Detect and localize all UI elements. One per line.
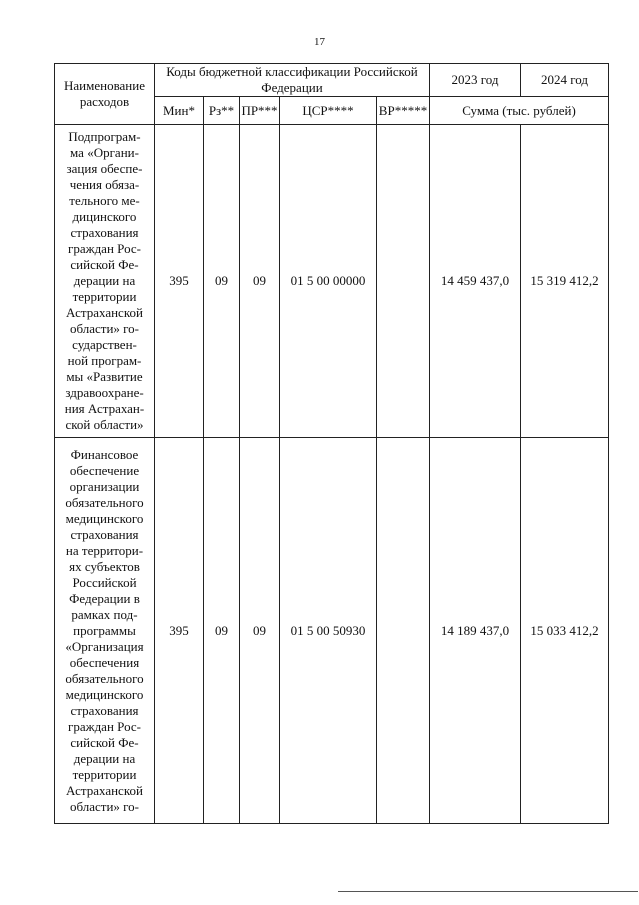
row-csr-cell: 01 5 00 50930 xyxy=(280,438,377,824)
row-name-line: чения обяза- xyxy=(69,177,140,192)
row-name-line: граждан Рос- xyxy=(67,241,141,256)
row-name-line: дерации на xyxy=(73,750,136,766)
row-csr-cell: 01 5 00 00000 xyxy=(280,125,377,438)
row-name-cell xyxy=(55,125,155,438)
table-row xyxy=(55,125,609,438)
row-sum-2023-cell: 14 189 437,0 xyxy=(430,438,521,824)
page-number: 17 xyxy=(314,36,325,48)
row-name-line: обязательного xyxy=(65,670,144,686)
header-pr: ПР*** xyxy=(240,97,280,125)
row-name-line: страхования xyxy=(70,526,139,542)
row-name-line: медицинского xyxy=(65,510,144,526)
row-name-line: сударствен- xyxy=(72,337,137,352)
row-name-line: дерации на xyxy=(73,273,136,288)
row-name-line: Федерации в xyxy=(69,590,140,606)
row-sum-2024-cell: 15 033 412,2 xyxy=(521,438,609,824)
row-name-line: обязательного xyxy=(65,494,144,510)
row-name-cell xyxy=(55,438,155,824)
row-min-cell: 395 xyxy=(155,438,204,824)
row-rz-cell: 09 xyxy=(204,438,240,824)
row-sum-2024-cell: 15 319 412,2 xyxy=(521,125,609,438)
row-name-line: медицинского xyxy=(65,686,144,702)
row-sum-2023-cell: 14 459 437,0 xyxy=(430,125,521,438)
header-min: Мин* xyxy=(155,97,204,125)
row-min-cell: 395 xyxy=(155,125,204,438)
row-name-line: граждан Рос- xyxy=(67,718,141,734)
row-vr-cell xyxy=(377,438,430,824)
table-body xyxy=(55,125,609,824)
row-name-line: обеспечение xyxy=(69,462,140,478)
row-name-line: ях субъектов xyxy=(69,558,140,574)
row-name-line: сийской Фе- xyxy=(70,257,139,272)
header-year-2024: 2024 год xyxy=(521,64,609,97)
row-name-line: страхования xyxy=(70,225,139,240)
header-name: Наименование расходов xyxy=(55,64,155,125)
row-name-line: ской области» xyxy=(65,417,144,432)
row-name-line: организации xyxy=(69,478,140,494)
row-name-line: Финансовое xyxy=(70,446,139,462)
header-csr: ЦСР**** xyxy=(280,97,377,125)
row-name-line: на территори- xyxy=(65,542,144,558)
header-year-2023: 2023 год xyxy=(430,64,521,97)
row-name-line: территории xyxy=(72,766,137,782)
row-name-line: ной програм- xyxy=(67,353,142,368)
row-name-line: программы xyxy=(73,622,136,638)
budget-table xyxy=(54,63,609,824)
row-name-line: зация обеспе- xyxy=(66,161,143,176)
header-codes-group: Коды бюджетной классификации Российской Федерации xyxy=(155,64,430,97)
table-row xyxy=(55,438,609,824)
row-name-line: Астраханской xyxy=(66,782,143,798)
row-name-line: дицинского xyxy=(72,209,137,224)
row-rz-cell: 09 xyxy=(204,125,240,438)
row-vr-cell xyxy=(377,125,430,438)
footer-rule xyxy=(338,891,638,892)
row-name-line: ма «Органи- xyxy=(70,145,139,160)
row-name-line: Астраханской xyxy=(66,305,143,320)
row-name-line: обеспечения xyxy=(69,654,140,670)
row-name-line: «Организация xyxy=(65,638,144,654)
row-pr-cell: 09 xyxy=(240,438,280,824)
row-name-line: тельного ме- xyxy=(69,193,140,208)
header-vr: ВР***** xyxy=(377,97,430,125)
row-name-line: ния Астрахан- xyxy=(64,401,145,416)
row-name-line: области» го- xyxy=(69,798,140,814)
row-name-line: здравоохране- xyxy=(65,385,144,400)
row-name-line: сийской Фе- xyxy=(70,734,139,750)
row-name-line: мы «Развитие xyxy=(66,369,143,384)
row-name-line: страхования xyxy=(70,702,139,718)
header-rz: Рз** xyxy=(204,97,240,125)
row-name-line: области» го- xyxy=(69,321,140,336)
row-name-line: Подпрограм- xyxy=(68,129,141,144)
row-name-line: рамках под- xyxy=(71,606,138,622)
header-sum-label: Сумма (тыс. рублей) xyxy=(430,97,609,125)
row-name-line: территории xyxy=(72,289,137,304)
row-name-line: Российской xyxy=(72,574,137,590)
row-pr-cell: 09 xyxy=(240,125,280,438)
